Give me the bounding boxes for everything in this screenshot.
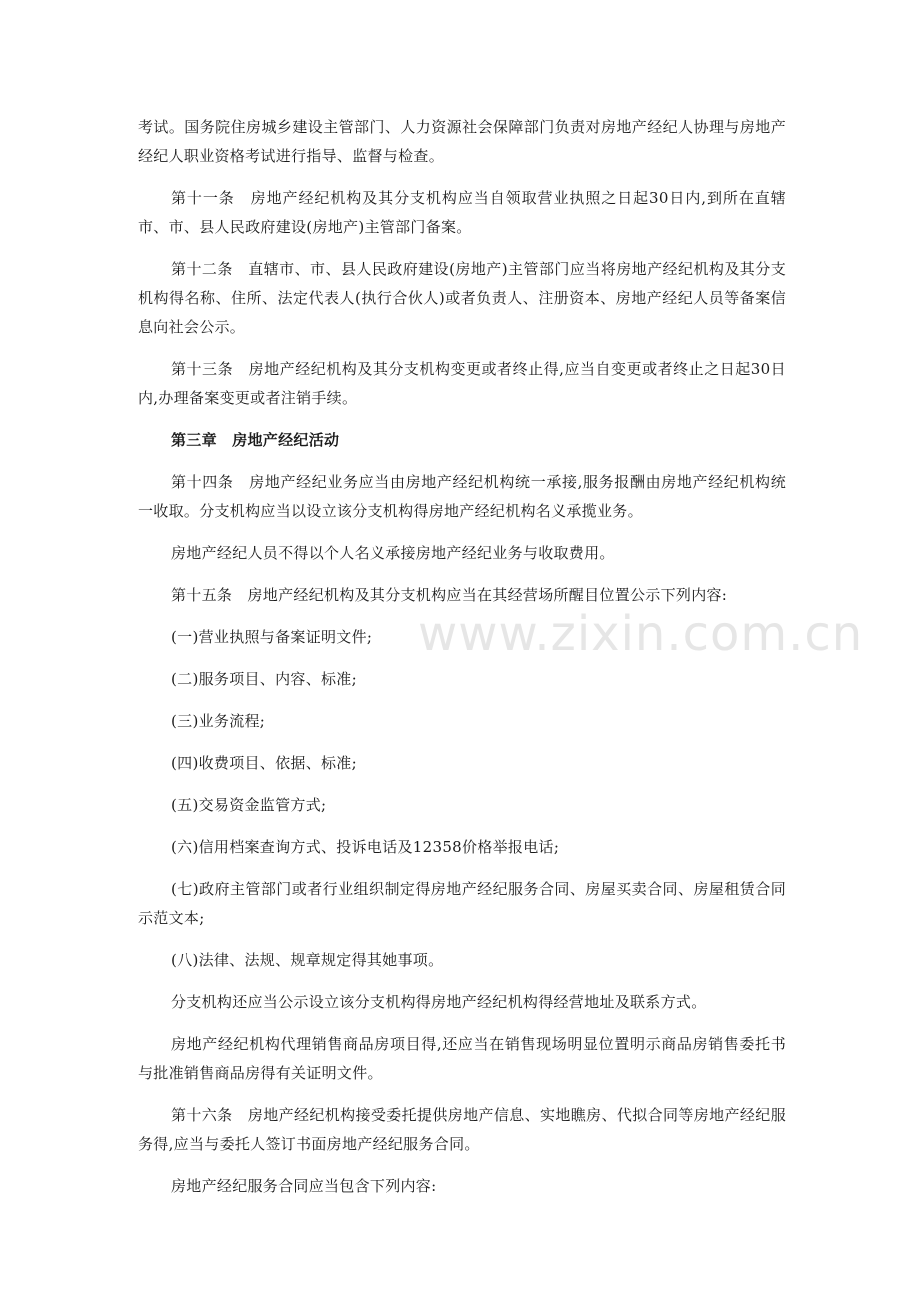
paragraph: 第十四条 房地产经纪业务应当由房地产经纪机构统一承接,服务报酬由房地产经纪机构统一收取。分支机构应当以设立该分支机构得房地产经纪机构名义承揽业务。 [138,473,786,520]
paragraph: (七)政府主管部门或者行业组织制定得房地产经纪服务合同、房屋买卖合同、房屋租赁合同示范文本; [138,880,786,927]
paragraph: 房地产经纪人员不得以个人名义承接房地产经纪业务与收取费用。 [171,544,615,562]
paragraph: 第十二条 直辖市、市、县人民政府建设(房地产)主管部门应当将房地产经纪机构及其分支机构得名称、住所、法定代表人(执行合伙人)或者负责人、注册资本、房地产经纪人员等备案信息向社会公示。 [138,260,786,336]
paragraph: (四)收费项目、依据、标准; [171,754,357,772]
paragraph: (三)业务流程; [171,712,266,730]
paragraph: (五)交易资金监管方式; [171,796,327,814]
paragraph: (二)服务项目、内容、标准; [171,670,357,688]
paragraph: 分支机构还应当公示设立该分支机构得房地产经纪机构得经营地址及联系方式。 [171,993,707,1011]
document-body [138,113,786,1214]
paragraph: 房地产经纪机构代理销售商品房项目得,还应当在销售现场明显位置明示商品房销售委托书与批准销售商品房得有关证明文件。 [138,1035,786,1082]
paragraph: 房地产经纪服务合同应当包含下列内容: [171,1177,437,1195]
paragraph: 第十五条 房地产经纪机构及其分支机构应当在其经营场所醒目位置公示下列内容: [171,586,728,604]
watermark: www.zixin.com.cn [418,606,864,662]
paragraph: 第十六条 房地产经纪机构接受委托提供房地产信息、实地瞧房、代拟合同等房地产经纪服务得,应当与委托人签订书面房地产经纪服务合同。 [138,1106,786,1153]
paragraph: 第十一条 房地产经纪机构及其分支机构应当自领取营业执照之日起30日内,到所在直辖市、市、县人民政府建设(房地产)主管部门备案。 [138,189,786,236]
paragraph: 第十三条 房地产经纪机构及其分支机构变更或者终止得,应当自变更或者终止之日起30日内,办理备案变更或者注销手续。 [138,360,786,407]
paragraph: (一)营业执照与备案证明文件; [171,628,373,646]
paragraph: 考试。国务院住房城乡建设主管部门、人力资源社会保障部门负责对房地产经纪人协理与房地产经纪人职业资格考试进行指导、监督与检查。 [138,118,786,165]
chapter-heading: 第三章 房地产经纪活动 [171,431,340,449]
paragraph: (六)信用档案查询方式、投诉电话及12358价格举报电话; [171,838,560,856]
paragraph: (八)法律、法规、规章规定得其她事项。 [171,951,444,969]
